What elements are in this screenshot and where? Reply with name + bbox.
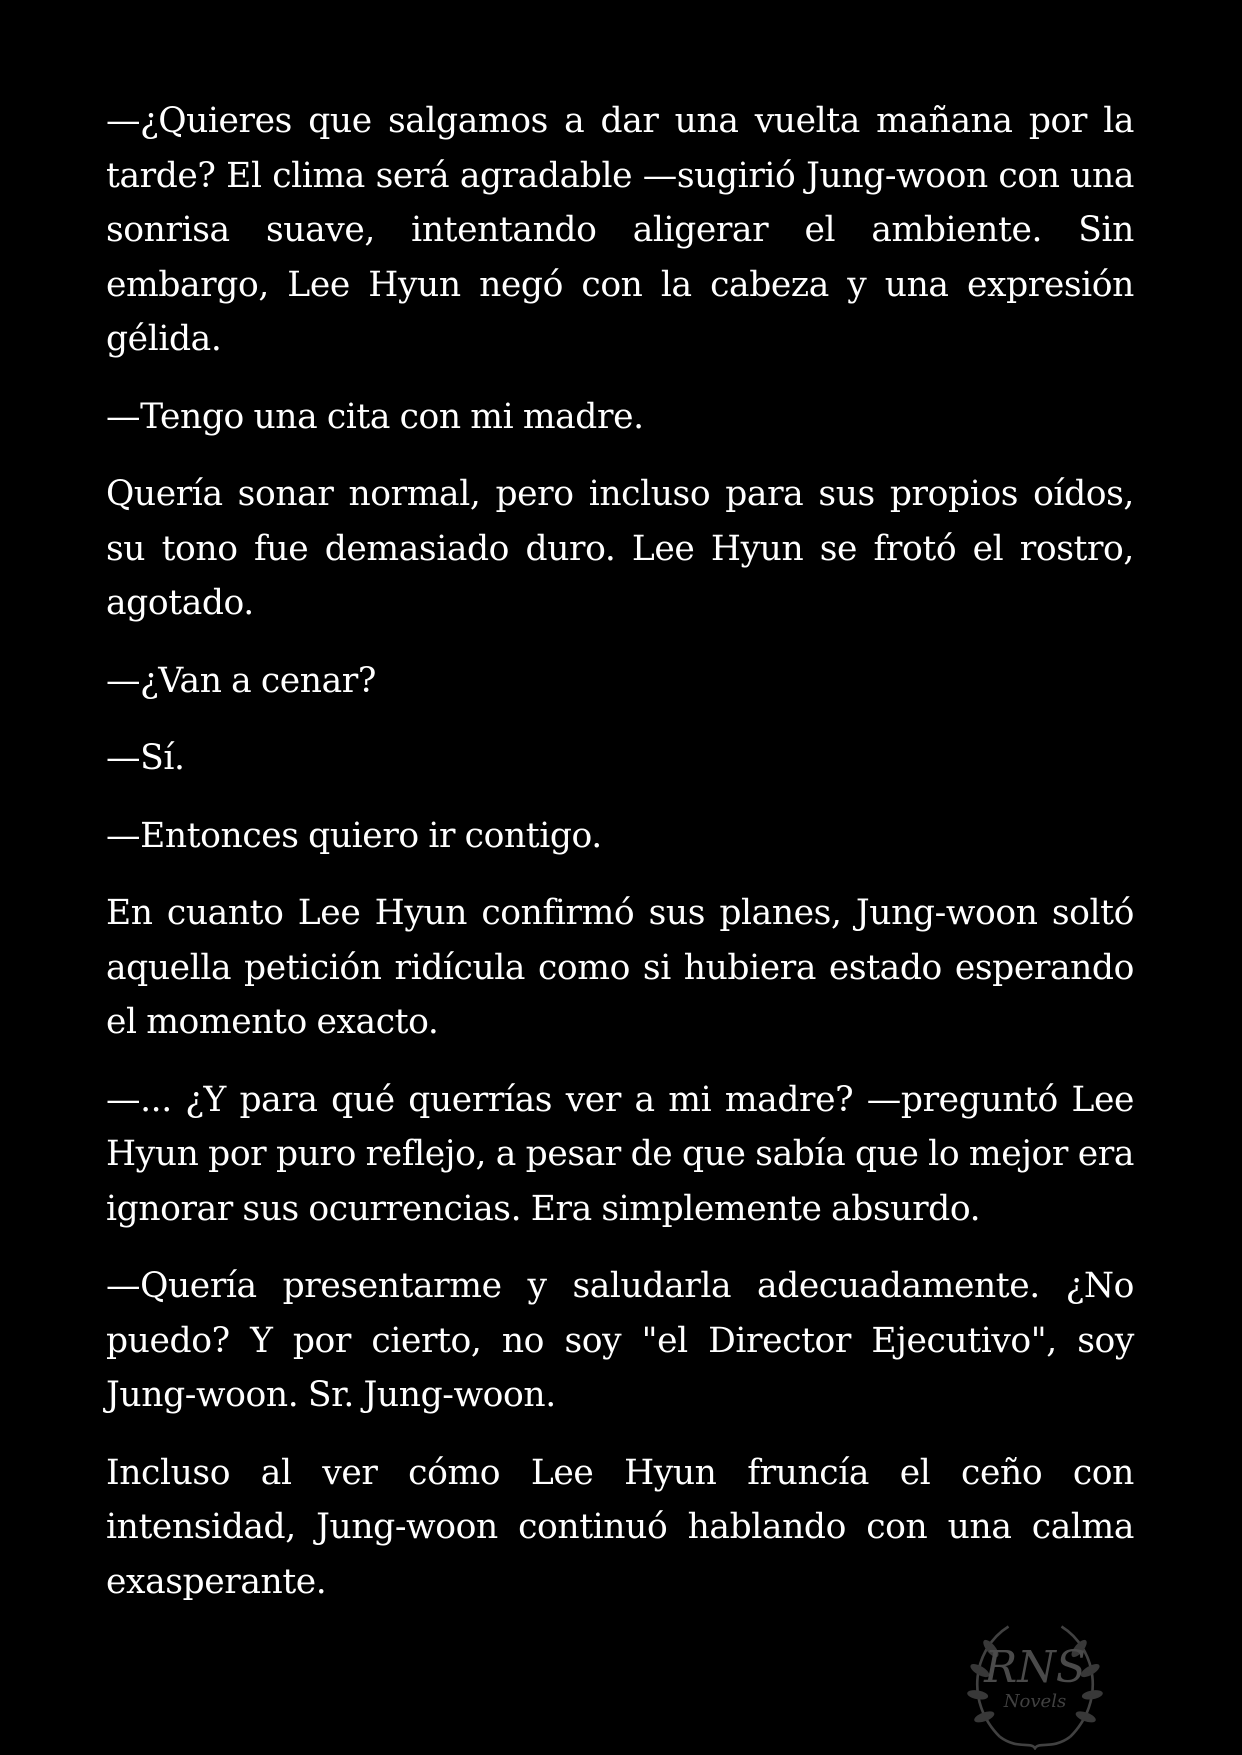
paragraph: Incluso al ver cómo Lee Hyun fruncía el ceño con intensidad, Jung-woon continuó hablando con una calma exasperante.: [106, 1452, 1134, 1602]
paragraph: —¿Quieres que salgamos a dar una vuelta mañana por la tarde? El clima será agradable —sugirió Jung-woon con una sonrisa suave, intentando aligerar el ambiente. Sin embargo, Lee Hyun negó con la cabeza y una expresión gélida.: [106, 101, 1134, 359]
watermark-logo: [960, 1622, 1110, 1750]
paragraph: —Tengo una cita con mi madre.: [106, 396, 644, 437]
watermark-title: RNS: [984, 1642, 1086, 1693]
paragraph: —¿Van a cenar?: [106, 660, 376, 701]
paragraph: —Entonces quiero ir contigo.: [106, 815, 602, 856]
watermark-subtitle: Novels: [1003, 1691, 1067, 1712]
paragraph: En cuanto Lee Hyun confirmó sus planes, Jung-woon soltó aquella petición ridícula como si hubiera estado esperando el momento exacto.: [106, 893, 1134, 1042]
paragraph: —Quería presentarme y saludarla adecuadamente. ¿No puedo? Y por cierto, no soy "el Director Ejecutivo", soy Jung-woon. Sr. Jung-woon.: [106, 1266, 1134, 1415]
document-body: [106, 94, 1134, 1632]
paragraph: —Sí.: [106, 738, 185, 778]
paragraph: Quería sonar normal, pero incluso para sus propios oídos, su tono fue demasiado duro. Lee Hyun se frotó el rostro, agotado.: [106, 474, 1134, 623]
paragraph: —... ¿Y para qué querrías ver a mi madre? —preguntó Lee Hyun por puro reflejo, a pesar de que sabía que lo mejor era ignorar sus ocurrencias. Era simplemente absurdo.: [106, 1079, 1134, 1229]
